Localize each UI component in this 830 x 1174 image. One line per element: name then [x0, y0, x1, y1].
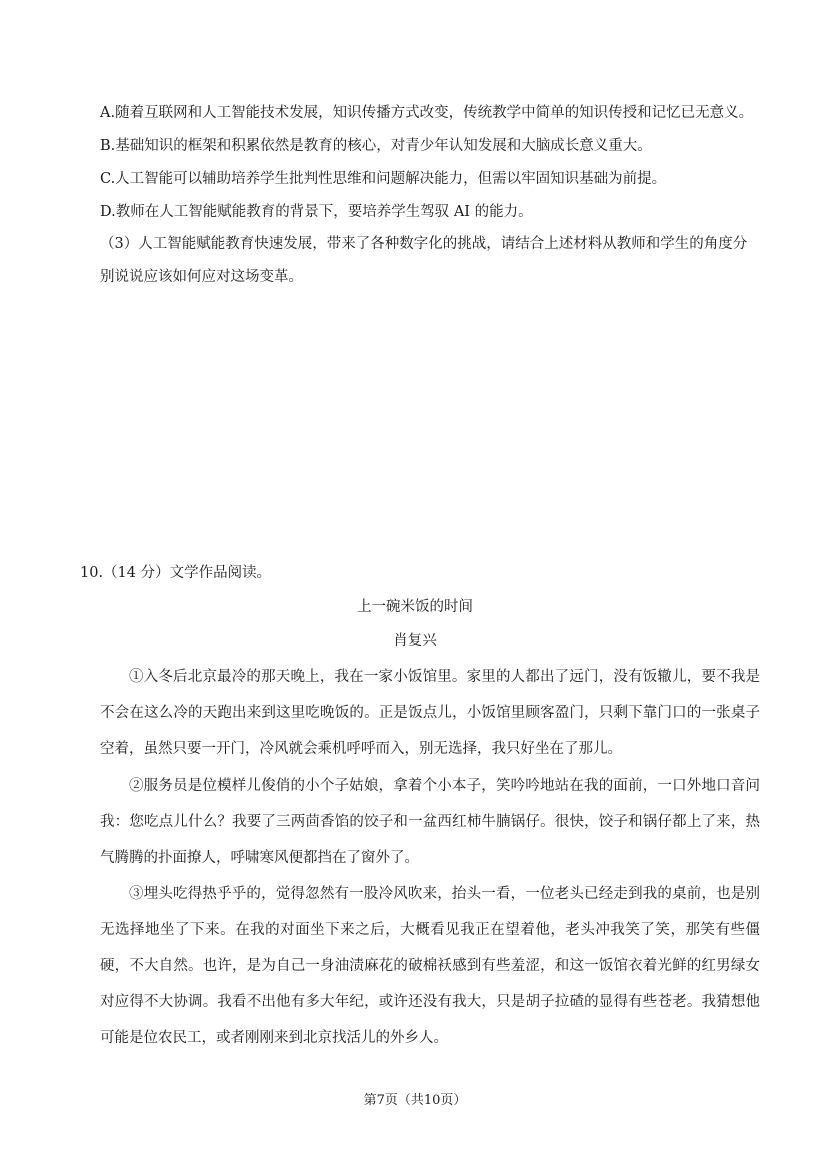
paragraph-1: ①入冬后北京最冷的那天晚上，我在一家小饭馆里。家里的人都出了远门，没有饭辙儿，要不我是不会在这么冷的天跑出来到这里吃晚饭的。正是饭点儿，小饭馆里顾客盈门，只剩下靠门口的一张桌子空着，虽然只要一开门，冷风就会乘机呼呼而入，别无选择，我只好坐在了那儿。 — [100, 669, 760, 757]
article-author: 肖复兴 — [393, 633, 437, 649]
article-title: 上一碗米饭的时间 — [357, 599, 473, 615]
paragraph-3: ③埋头吃得热乎乎的，觉得忽然有一股冷风吹来，抬头一看，一位老头已经走到我的桌前，也是别无选择地坐了下来。在我的对面坐下来之后，大概看见我正在望着他，老头冲我笑了笑，那笑有些僵硬，不大自然。也许，是为自己一身油渍麻花的破棉袄感到有些羞涩，和这一饭馆衣着光鲜的红男绿女对应得不大协调。我看不出他有多大年纪，或许还没有我大，只是胡子拉碴的显得有些苍老。我猜想他可能是位农民工，或者刚刚来到北京找活儿的外乡人。 — [100, 886, 760, 1046]
paragraph-2: ②服务员是位模样儿俊俏的小个子姑娘，拿着个小本子，笑吟吟地站在我的面前，一口外地口音问我：您吃点儿什么？我要了三两茴香馅的饺子和一盆西红柿牛腩锅仔。很快，饺子和锅仔都上了来，热气腾腾的扑面撩人，呼啸寒风便都挡在了窗外了。 — [100, 778, 760, 866]
option-c: C.人工智能可以辅助培养学生批判性思维和问题解决能力，但需以牢固知识基础为前提。 — [100, 171, 667, 187]
page-footer: 第7页（共10页） — [363, 1093, 467, 1108]
question-3: （3）人工智能赋能教育快速发展，带来了各种数字化的挑战，请结合上述材料从教师和学生的角度分别说说应该如何应对这场变革。 — [100, 236, 748, 285]
option-d: D.教师在人工智能赋能教育的背景下，要培养学生驾驭 AI 的能力。 — [100, 204, 533, 220]
option-a: A.随着互联网和人工智能技术发展，知识传播方式改变，传统教学中简单的知识传授和记忆已无意义。 — [100, 105, 754, 121]
question-10-header: 10.（14 分）文学作品阅读。 — [80, 565, 272, 581]
option-b: B.基础知识的框架和积累依然是教育的核心，对青少年认知发展和大脑成长意义重大。 — [100, 138, 652, 154]
